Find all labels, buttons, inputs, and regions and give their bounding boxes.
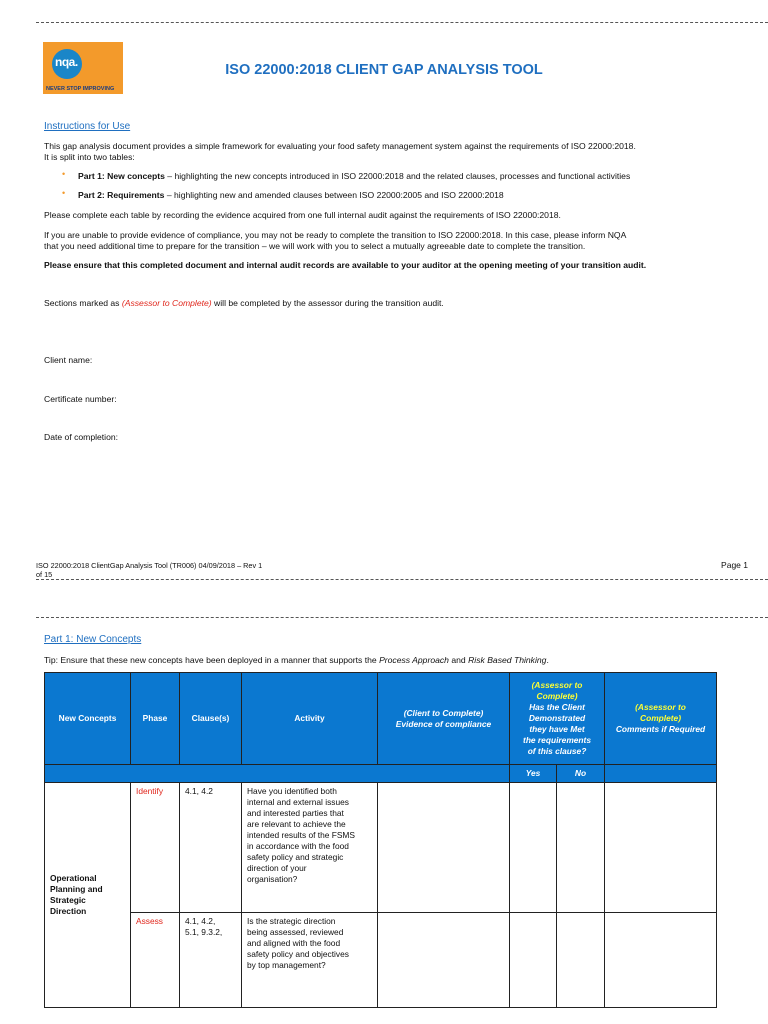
tip-risk-based: Risk Based Thinking: [468, 655, 547, 665]
col-assessor-comments: [605, 673, 717, 765]
client-to-complete: (Client to Complete): [403, 707, 484, 718]
footer-page-number: Page 1: [721, 560, 748, 570]
sections-note-post: will be completed by the assessor during the transition audit.: [211, 298, 444, 308]
table-header-row: [45, 673, 717, 765]
activity-line: Have you identified both: [247, 786, 337, 796]
intro-line-2: It is split into two tables:: [44, 152, 135, 162]
yes-cell[interactable]: [510, 783, 557, 913]
activity-identify: [242, 783, 378, 913]
col-client-evidence: [378, 673, 510, 765]
certificate-number-label: Certificate number:: [44, 394, 117, 404]
para-unable-2: that you need additional time to prepare for the transition – we will work with you to select a mutually agreeable date to complete the transition.: [44, 241, 586, 251]
subheader-blank: [45, 765, 510, 783]
bullet-part2-label: Part 2: Requirements: [78, 190, 165, 200]
table-subheader-row: [45, 765, 717, 783]
assessor-question-5: of this clause?: [527, 746, 587, 756]
evidence-cell[interactable]: [378, 783, 510, 913]
assessor-label-2: Complete): [536, 691, 578, 701]
activity-line: internal and external issues: [247, 797, 349, 807]
logo-tagline: NEVER STOP IMPROVING: [46, 86, 115, 92]
phase-identify: Identify: [131, 783, 180, 913]
sections-note-pre: Sections marked as: [44, 298, 122, 308]
no-cell[interactable]: [557, 783, 605, 913]
evidence-cell[interactable]: [378, 913, 510, 1008]
activity-line: in accordance with the food: [247, 841, 349, 851]
concept-operational-planning: [45, 783, 131, 1008]
para-ensure: Please ensure that this completed document and internal audit records are available to your auditor at the opening meeting of your transition audit.: [44, 260, 647, 270]
col-assessor-demonstrated: [510, 673, 605, 765]
col-clauses: Clause(s): [180, 673, 242, 765]
footer-page-of: of 15: [36, 570, 53, 579]
col-activity: Activity: [242, 673, 378, 765]
bullet-icon: •: [62, 188, 66, 198]
assessor-question-3: they have Met: [529, 724, 585, 734]
concept-line-1: Operational: [50, 873, 97, 883]
tip-end: .: [546, 655, 549, 665]
assessor-mark: (Assessor to Complete): [121, 298, 212, 308]
comments-cell[interactable]: [605, 783, 717, 913]
bullet-part2-text: – highlighting new and amended clauses between ISO 22000:2005 and ISO 22000:2018: [164, 190, 504, 200]
activity-line: and interested parties that: [247, 808, 344, 818]
activity-line: intended results of the FSMS: [247, 830, 355, 840]
activity-line: direction of your: [247, 863, 307, 873]
comments-cell[interactable]: [605, 913, 717, 1008]
no-cell[interactable]: [557, 913, 605, 1008]
document-title: ISO 22000:2018 CLIENT GAP ANALYSIS TOOL: [225, 62, 543, 78]
para-complete: Please complete each table by recording the evidence acquired from one full internal audit against the requirements of ISO 22000:2018.: [44, 210, 561, 220]
col-yes: Yes: [510, 765, 557, 783]
bullet-part1: [78, 171, 630, 182]
activity-line: Is the strategic direction: [247, 916, 336, 926]
date-of-completion-label: Date of completion:: [44, 432, 119, 442]
logo-text: nqa.: [55, 55, 78, 69]
col-phase: Phase: [131, 673, 180, 765]
clauses-assess: [180, 913, 242, 1008]
activity-assess: [242, 913, 378, 1008]
part1-heading: Part 1: New Concepts: [44, 634, 142, 645]
clause-line: 4.1, 4.2,: [185, 916, 216, 926]
activity-line: organisation?: [247, 874, 298, 884]
footer-doc-ref: ISO 22000:2018 ClientGap Analysis Tool (TR006) 04/09/2018 – Rev 1: [36, 561, 263, 570]
sections-note: [44, 298, 444, 309]
tip-pre: Tip: Ensure that these new concepts have been deployed in a manner that supports the: [44, 655, 380, 665]
clause-line: 5.1, 9.3.2,: [185, 927, 223, 937]
activity-line: safety policy and strategic: [247, 852, 344, 862]
yes-cell[interactable]: [510, 913, 557, 1008]
clauses-identify: 4.1, 4.2: [180, 783, 242, 913]
concept-line-3: Strategic: [50, 895, 86, 905]
para-unable-1: If you are unable to provide evidence of compliance, you may not be ready to complete the transition to ISO 22000:2018. In this case, please inform NQA: [44, 230, 627, 240]
activity-line: being assessed, reviewed: [247, 927, 344, 937]
col-new-concepts: New Concepts: [45, 673, 131, 765]
tip-process-approach: Process Approach: [379, 655, 449, 665]
comments-assessor-2: Complete): [640, 713, 681, 723]
activity-line: and aligned with the food: [247, 938, 341, 948]
top-divider: [36, 22, 768, 23]
page-break-divider: [36, 579, 768, 580]
table-row: [45, 783, 717, 913]
col-no: No: [557, 765, 605, 783]
bullet-part1-text: – highlighting the new concepts introduced in ISO 22000:2018 and the related clauses, processes and functional activities: [164, 171, 631, 181]
client-name-label: Client name:: [44, 355, 93, 365]
intro-line-1: This gap analysis document provides a simple framework for evaluating your food safety management system against the requirements of ISO 22000:2018.: [44, 141, 636, 151]
bullet-part2: [78, 190, 504, 201]
part1-tip: [44, 655, 549, 666]
table-row: [45, 913, 717, 1008]
concept-line-4: Direction: [50, 906, 87, 916]
assessor-question-4: the requirements: [523, 735, 591, 745]
assessor-question-2: Demonstrated: [528, 713, 586, 723]
activity-line: are relevant to achieve the: [247, 819, 346, 829]
instructions-heading: Instructions for Use: [44, 121, 131, 132]
bullet-icon: •: [62, 169, 66, 179]
new-concepts-table: [44, 672, 717, 1008]
activity-line: by top management?: [247, 960, 326, 970]
activity-line: safety policy and objectives: [247, 949, 349, 959]
tip-mid: and: [448, 655, 469, 665]
assessor-label-1: (Assessor to: [531, 680, 583, 690]
bullet-part1-label: Part 1: New concepts: [78, 171, 165, 181]
evidence-of-compliance: Evidence of compliance: [395, 718, 492, 729]
concept-line-2: Planning and: [50, 884, 103, 894]
assessor-question-1: Has the Client: [529, 702, 585, 712]
phase-assess: Assess: [131, 913, 180, 1008]
comments-assessor-1: (Assessor to: [635, 702, 686, 712]
page2-top-divider: [36, 617, 768, 618]
subheader-blank-comments: [605, 765, 717, 783]
comments-if-required: Comments if Required: [615, 724, 706, 734]
